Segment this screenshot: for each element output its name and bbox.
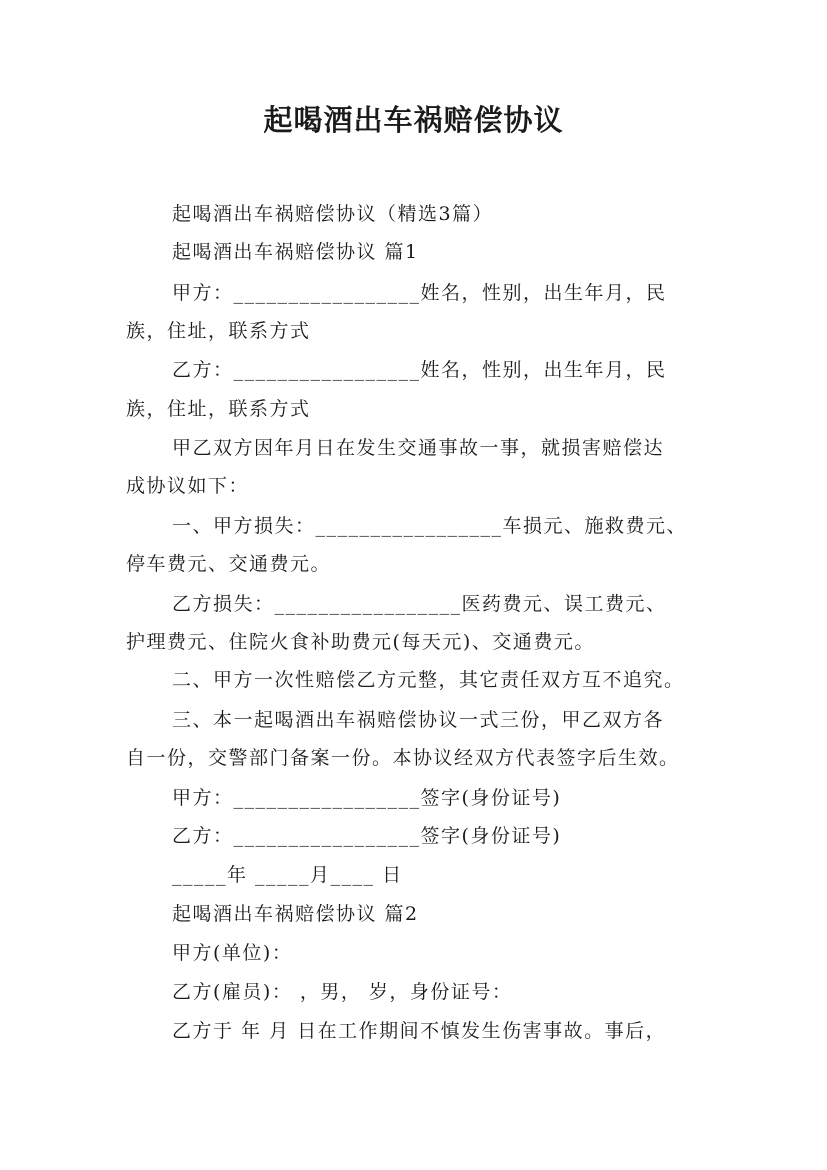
- paragraph-line: 自一份，交警部门备案一份。本协议经双方代表签字后生效。: [126, 747, 680, 769]
- paragraph-line: 三、本一起喝酒出车祸赔偿协议一式三份，甲乙双方各: [172, 709, 665, 731]
- paragraph-line: 甲方(单位)：: [172, 942, 293, 964]
- paragraph-line: 二、甲方一次性赔偿乙方元整，其它责任双方互不追究。: [172, 669, 685, 691]
- paragraph-line: 甲乙双方因年月日在发生交通事故一事，就损害赔偿达: [172, 437, 665, 459]
- paragraph-line: 成协议如下：: [126, 475, 250, 497]
- paragraph-line: 乙方：_________________姓名，性别，出生年月，民: [172, 359, 667, 381]
- paragraph-line: 护理费元、住院火食补助费元(每天元)、交通费元。: [126, 631, 595, 653]
- paragraph-line: 一、甲方损失：_________________车损元、施救费元、: [172, 515, 688, 537]
- paragraph-line: 乙方于 年 月 日在工作期间不慎发生伤害事故。事后，: [172, 1020, 667, 1042]
- paragraph-line: 乙方(雇员)： ，男， 岁，身份证号：: [172, 981, 513, 1003]
- paragraph-line: 甲方：_________________姓名，性别，出生年月，民: [172, 282, 667, 304]
- paragraph-line: 族，住址，联系方式: [126, 398, 311, 420]
- section-heading-1: 起喝酒出车祸赔偿协议 篇1: [172, 241, 419, 263]
- paragraph-line: 族，住址，联系方式: [126, 320, 311, 342]
- document-title: 起喝酒出车祸赔偿协议: [263, 103, 564, 137]
- signature-line: 甲方：_________________签字(身份证号): [172, 787, 562, 809]
- section-heading-2: 起喝酒出车祸赔偿协议 篇2: [172, 903, 419, 925]
- signature-line: 乙方：_________________签字(身份证号): [172, 825, 562, 847]
- paragraph-line: 乙方损失：_________________医药费元、误工费元、: [172, 593, 667, 615]
- subtitle-line: 起喝酒出车祸赔偿协议（精选3篇）: [172, 203, 494, 225]
- date-line: _____年 _____月____ 日: [172, 864, 403, 886]
- paragraph-line: 停车费元、交通费元。: [126, 553, 332, 575]
